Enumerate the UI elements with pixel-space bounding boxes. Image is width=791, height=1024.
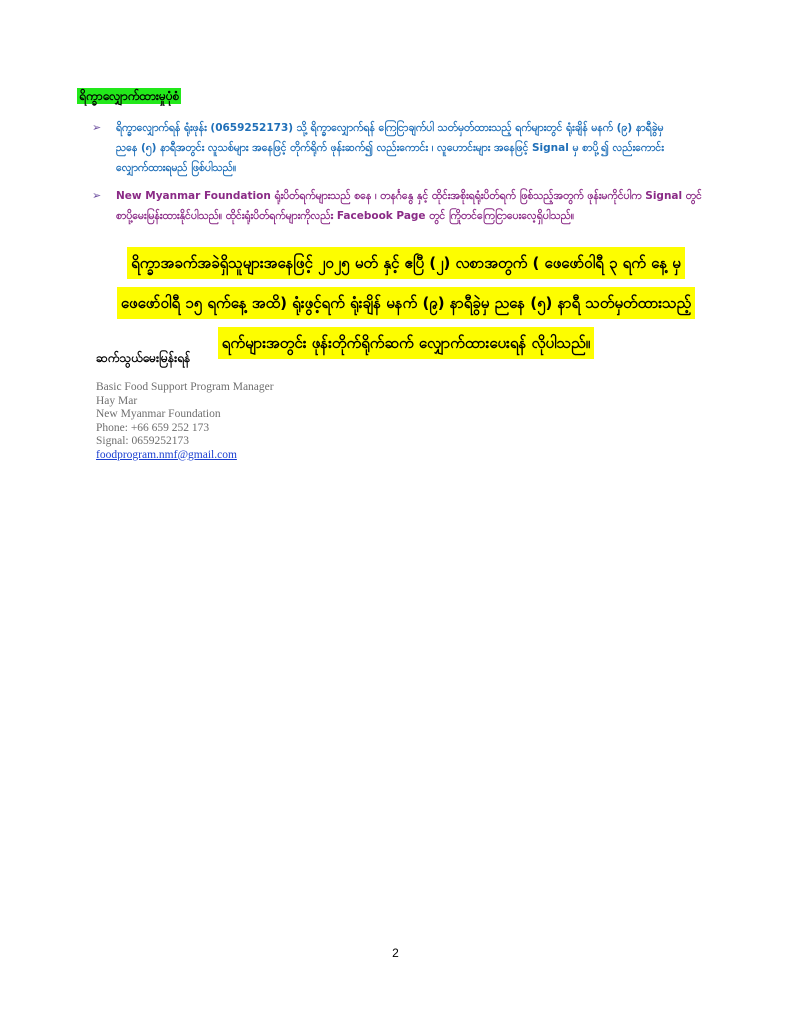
bullet-text	[116, 186, 712, 226]
bullet-list	[92, 118, 712, 234]
section-heading: ရိက္ခာလျှောက်ထားမှုပုံစံ	[79, 89, 180, 103]
bullet-item	[92, 118, 712, 178]
contact-role: Basic Food Support Program Manager	[96, 381, 274, 393]
bullet-line: လျှောက်ထားရမည် ဖြစ်ပါသည်။	[116, 162, 237, 174]
page-number: 2	[392, 946, 399, 960]
bullet-line: New Myanmar Foundation ရုံးပိတ်ရက်များသည် စနေ ၊ တနင်္ဂနွေ နှင့် ထိုင်းအစိုးရရုံးပိတ်ရက် ဖြစ်သည့်အတွက် ဖုန်းမကိုင်ပါက Signal တွင်	[116, 190, 702, 202]
contact-heading: ဆက်သွယ်မေးမြန်းရန်	[96, 351, 191, 365]
bullet-line: ညနေ (၅) နာရီအတွင်း လူသစ်များ အနေဖြင့် တိုက်ရိုက် ဖုန်းဆက်၍ လည်းကောင်း ၊ လူဟောင်းများ အနေဖြင့် Signal မှ စာပို့၍ လည်းကောင်း	[116, 142, 664, 154]
contact-email-link[interactable]: foodprogram.nmf@gmail.com	[96, 448, 237, 461]
arrow-bullet-icon: ➢	[92, 121, 102, 134]
bullet-text	[116, 118, 712, 178]
bullet-line: ရိက္ခာလျှောက်ရန် ရုံးဖုန်း (0659252173) သို့ ရိက္ခာလျှောက်ရန် ကြေငြာချက်ပါ သတ်မှတ်ထားသည့် ရက်များတွင် ရုံးချိန် မနက် (၉) နာရီခွဲမှ	[116, 122, 664, 134]
contact-signal: Signal: 0659252173	[96, 435, 189, 447]
notice-line: ရက်များအတွင်း ဖုန်းတိုက်ရိုက်ဆက် လျှောက်ထားပေးရန် လိုပါသည်။	[218, 327, 594, 359]
contact-organization: New Myanmar Foundation	[96, 408, 221, 420]
arrow-bullet-icon: ➢	[92, 189, 102, 202]
contact-name: Hay Mar	[96, 394, 138, 407]
notice-line: ဖေဖော်ဝါရီ ၁၅ ရက်နေ့ အထိ) ရုံးဖွင့်ရက် ရုံးချိန် မနက် (၉) နာရီခွဲမှ ညနေ (၅) နာရီ သတ်မှတ်ထားသည့်	[117, 287, 695, 319]
bullet-item	[92, 186, 712, 226]
contact-block	[96, 381, 274, 462]
bullet-line: စာပို့မေးမြန်းထားနိုင်ပါသည်။ ထိုင်းရုံးပိတ်ရက်များကိုလည်း Facebook Page တွင် ကြိုတင်ကြေငြာပေးလေ့ရှိပါသည်။	[116, 210, 575, 222]
contact-phone: Phone: +66 659 252 173	[96, 421, 210, 434]
notice-line: ရိက္ခာအခက်အခဲရှိသူများအနေဖြင့် ၂၀၂၅ မတ် နှင့် ဧပြီ (၂) လစာအတွက် ( ဖေဖော်ဝါရီ ၃ ရက် နေ့ မှ	[127, 247, 685, 279]
highlighted-notice	[96, 243, 716, 363]
